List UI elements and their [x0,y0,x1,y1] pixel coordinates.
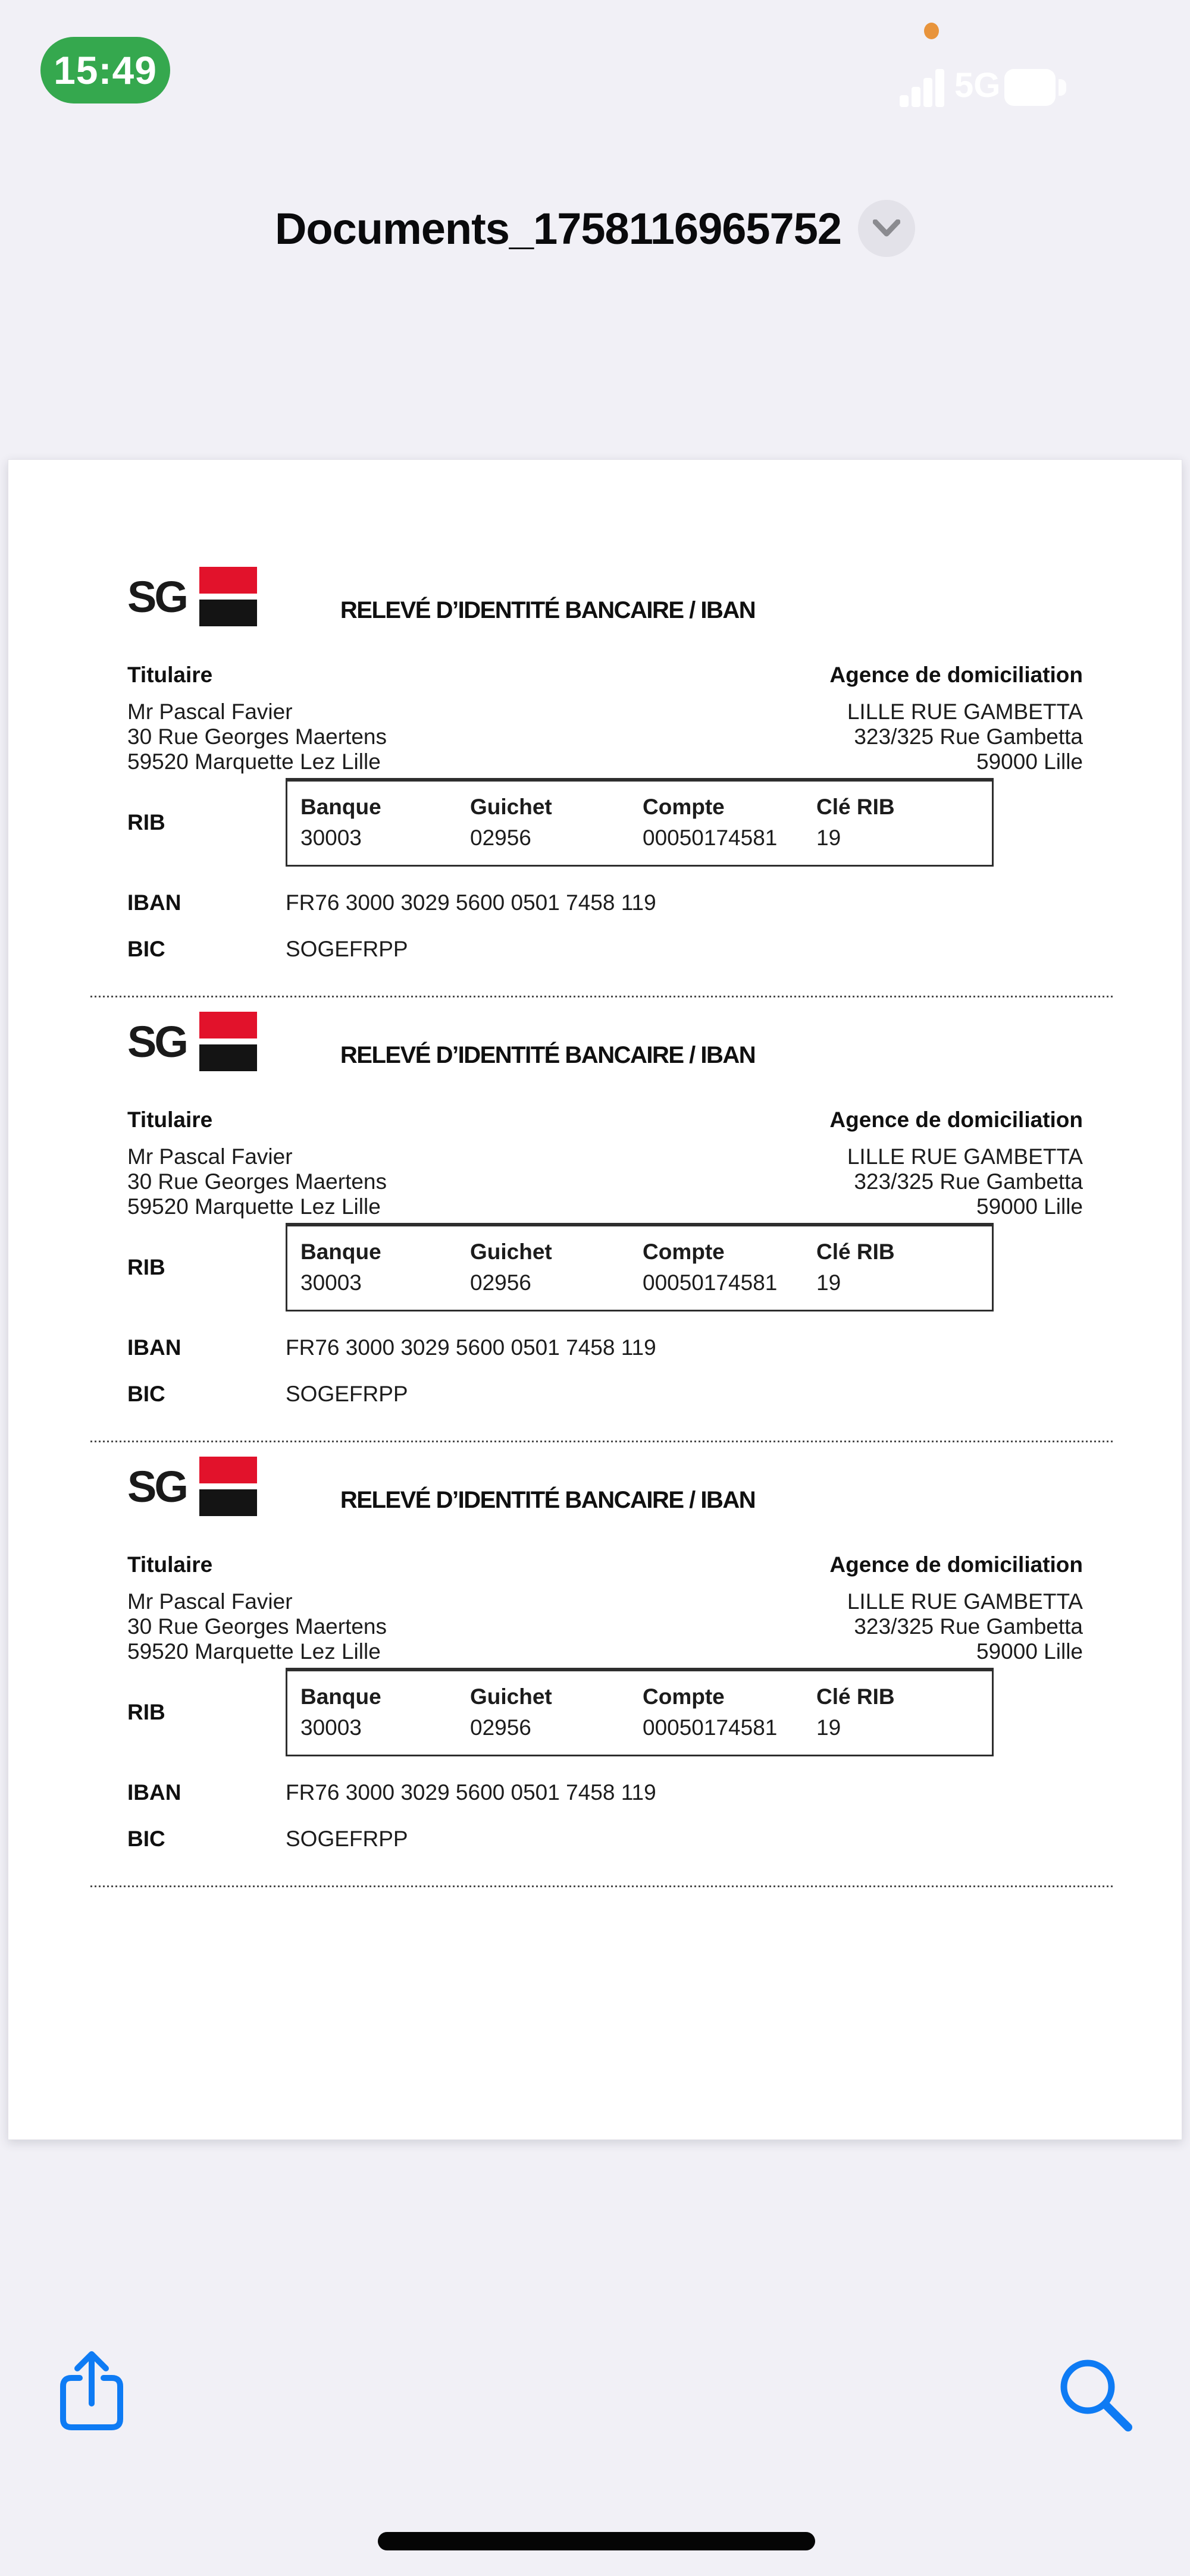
document-title: RELEVÉ D’IDENTITÉ BANCAIRE / IBAN [340,1042,756,1068]
holder-line: 30 Rue Georges Maertens [127,1169,387,1194]
document-title: RELEVÉ D’IDENTITÉ BANCAIRE / IBAN [340,1487,756,1513]
search-icon [1056,2355,1136,2436]
title-dropdown-button[interactable] [858,200,915,257]
holder-label: Titulaire [127,1552,213,1577]
share-icon [55,2347,129,2436]
mic-indicator-dot [924,23,939,39]
dotted-separator [90,995,1113,997]
rib-column [300,795,470,851]
agency-line: 59000 Lille [976,749,1083,774]
home-indicator[interactable] [378,2532,815,2550]
iban-row [127,1780,1083,1805]
iban-row [127,1335,1083,1360]
rib-table [286,778,994,867]
agency-line: 59000 Lille [976,1639,1083,1664]
iban-value: FR76 3000 3029 5600 0501 7458 119 [286,890,656,915]
rib-column-header: Guichet [470,1684,552,1709]
cellular-signal-icon [900,69,945,107]
rib-column-value: 02956 [470,1270,531,1295]
rib-row [127,1223,1083,1311]
rib-column [816,1240,992,1295]
rib-column-header: Guichet [470,795,552,819]
rib-column-header: Compte [643,1684,725,1709]
sg-logo-text: SG [127,1017,186,1066]
rib-column [816,1684,992,1740]
rib-column [470,1684,643,1740]
rib-column [643,795,816,851]
iban-label: IBAN [127,1335,181,1360]
sg-flag-icon [199,1012,257,1071]
rib-column-header: Compte [643,1240,725,1264]
agency-label: Agence de domiciliation [829,1552,1083,1577]
sg-logo [127,1012,1083,1071]
rib-column-header: Banque [300,1240,381,1264]
agency-line: LILLE RUE GAMBETTA [847,699,1083,724]
page-title: Documents_1758116965752 [274,203,842,253]
agency-block [829,662,1083,774]
document-page[interactable] [8,459,1182,2140]
rib-section [8,1457,1182,1887]
holder-line: Mr Pascal Favier [127,1144,293,1169]
bic-value: SOGEFRPP [286,1382,408,1406]
sg-logo-text: SG [127,572,186,622]
dotted-separator [90,1440,1113,1442]
rib-label: RIB [127,809,165,834]
rib-column [470,795,643,851]
rib-row [127,1668,1083,1756]
status-time: 15:49 [54,48,157,92]
holder-label: Titulaire [127,1107,213,1132]
rib-column-header: Clé RIB [816,1240,895,1264]
agency-line: LILLE RUE GAMBETTA [847,1144,1083,1169]
agency-block [829,1107,1083,1219]
iban-value: FR76 3000 3029 5600 0501 7458 119 [286,1335,656,1360]
bic-label: BIC [127,1827,165,1851]
agency-line: 323/325 Rue Gambetta [854,1614,1083,1639]
rib-column-header: Guichet [470,1240,552,1264]
battery-icon [1004,69,1056,106]
agency-label: Agence de domiciliation [829,663,1083,687]
iban-value: FR76 3000 3029 5600 0501 7458 119 [286,1780,656,1805]
rib-column-value: 30003 [300,826,362,850]
holder-line: Mr Pascal Favier [127,1589,293,1614]
bic-row [127,1827,1083,1852]
rib-column-value: 02956 [470,1715,531,1740]
holder-line: Mr Pascal Favier [127,699,293,724]
share-button[interactable] [55,2347,129,2436]
rib-column-header: Banque [300,795,381,819]
sg-logo [127,1457,1083,1516]
holder-line: 59520 Marquette Lez Lille [127,1194,381,1219]
active-call-time-pill[interactable] [40,37,170,103]
rib-column-value: 02956 [470,826,531,850]
rib-label: RIB [127,1699,165,1724]
rib-column [643,1240,816,1295]
rib-column-value: 19 [816,1715,841,1740]
battery-nub [1059,79,1066,96]
network-label: 5G [954,66,1001,105]
rib-column [470,1240,643,1295]
rib-section [8,1012,1182,1442]
iban-label: IBAN [127,890,181,915]
iban-row [127,890,1083,915]
bic-row [127,937,1083,962]
bic-label: BIC [127,1382,165,1406]
rib-column-header: Clé RIB [816,1684,895,1709]
agency-line: LILLE RUE GAMBETTA [847,1589,1083,1614]
bic-value: SOGEFRPP [286,1827,408,1851]
holder-line: 59520 Marquette Lez Lille [127,1639,381,1664]
rib-column-header: Clé RIB [816,795,895,819]
search-button[interactable] [1056,2355,1136,2436]
holder-block [127,1107,387,1219]
rib-column-value: 00050174581 [643,1715,778,1740]
sg-flag-icon [199,1457,257,1516]
rib-column [300,1684,470,1740]
bic-value: SOGEFRPP [286,937,408,961]
rib-column-header: Compte [643,795,725,819]
rib-table [286,1668,994,1756]
rib-column [643,1684,816,1740]
rib-column-value: 30003 [300,1270,362,1295]
holder-line: 59520 Marquette Lez Lille [127,749,381,774]
sg-flag-icon [199,567,257,626]
rib-column-header: Banque [300,1684,381,1709]
agency-block [829,1552,1083,1664]
sg-logo-text: SG [127,1462,186,1511]
agency-line: 59000 Lille [976,1194,1083,1219]
rib-section [8,567,1182,997]
bic-label: BIC [127,937,165,961]
agency-line: 323/325 Rue Gambetta [854,724,1083,749]
holder-label: Titulaire [127,663,213,687]
agency-line: 323/325 Rue Gambetta [854,1169,1083,1194]
rib-column-value: 19 [816,826,841,850]
sg-logo [127,567,1083,626]
holder-block [127,1552,387,1664]
rib-column-value: 30003 [300,1715,362,1740]
holder-line: 30 Rue Georges Maertens [127,1614,387,1639]
rib-row [127,778,1083,867]
document-title: RELEVÉ D’IDENTITÉ BANCAIRE / IBAN [340,597,756,623]
holder-block [127,662,387,774]
rib-column [300,1240,470,1295]
rib-label: RIB [127,1254,165,1279]
nav-bar [0,176,1190,281]
dotted-separator [90,1885,1113,1887]
holder-line: 30 Rue Georges Maertens [127,724,387,749]
iban-label: IBAN [127,1780,181,1805]
rib-column-value: 19 [816,1270,841,1295]
bic-row [127,1382,1083,1407]
agency-label: Agence de domiciliation [829,1107,1083,1132]
rib-column-value: 00050174581 [643,826,778,850]
rib-table [286,1223,994,1311]
rib-column-value: 00050174581 [643,1270,778,1295]
rib-column [816,795,992,851]
chevron-down-icon [873,219,900,237]
